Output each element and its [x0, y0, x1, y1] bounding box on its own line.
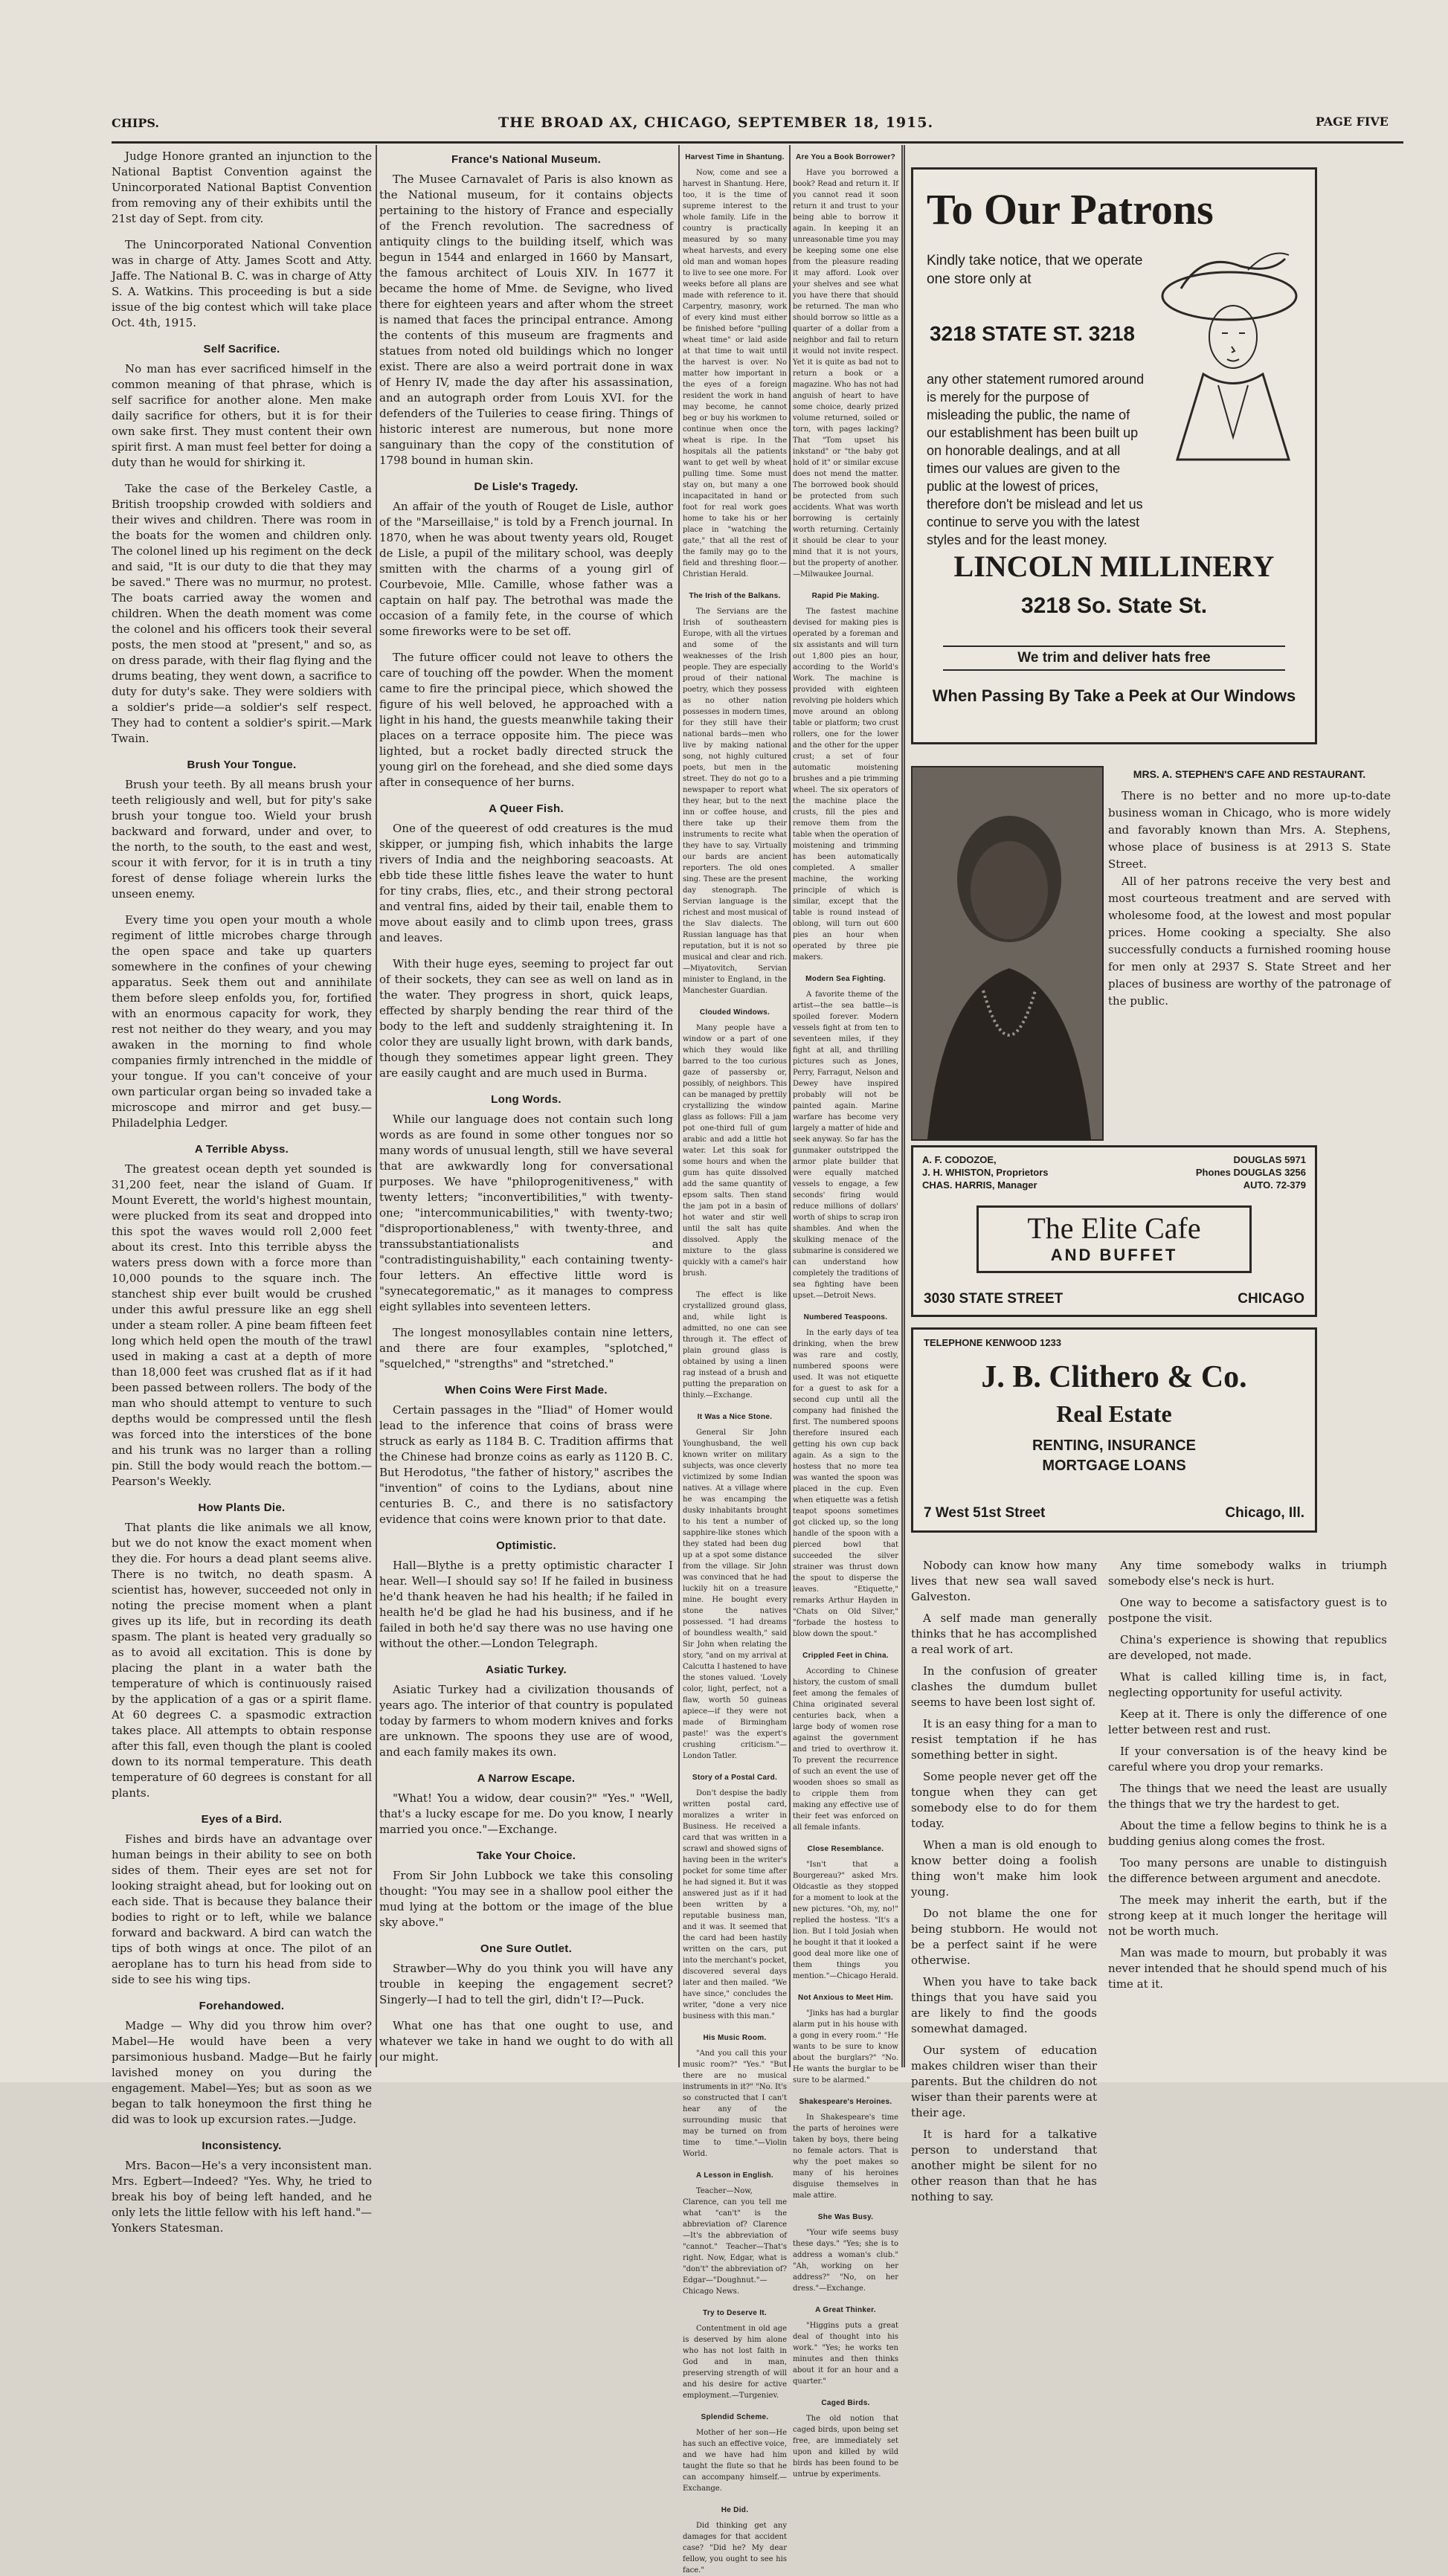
- article: [112, 1500, 372, 1801]
- aphorism: Any time somebody walks in triumph somebody else's neck is hurt.: [1108, 1559, 1387, 1588]
- article-heading: She Was Busy.: [817, 2213, 874, 2221]
- article-paragraph: Don't despise the badly written postal card, moralizes a writer in Business. He received a card that was written in a scrawl and showed signs of having been in the writer's pocket for some time after he had signed it. But it was answered just as if it had been written by a reputable business man, and it was. It seemed that the card had been hastily written on the cars, put into the merchant's pocket, discovered several days later and then mailed. "We have since," concludes the writer, "done a very nice business with this man.": [683, 1789, 787, 2020]
- article-paragraph: Strawber—Why do you think you will have any trouble in keeping the engagement secret? Singerly—I had to tell the girl, didn't I?—Puck.: [379, 1962, 673, 2006]
- article-paragraph: The future officer could not leave to others the care of touching off the powder. When the moment came to fire the principal piece, which showed the figure of his well beloved, he approached with a light in his hand, the guests meanwhile taking their places on a terrace opposite him. The piece was lighted, but a rocket badly directed struck the young girl on the forehead, and she died some days after in consequence of her burns.: [379, 651, 673, 789]
- article-heading: He Did.: [721, 2506, 749, 2514]
- article-heading: A Terrible Abyss.: [194, 1143, 289, 1156]
- article: [112, 912, 372, 1131]
- article: [683, 1007, 787, 1279]
- article-paragraph: From Sir John Lubbock we take this consoling thought: "You may see in a shallow pool either the mud lying at the bottom or the image of the blue sky above.": [379, 1869, 673, 1929]
- article-paragraph: Contentment in old age is deserved by him alone who has not lost faith in God and in man, preserving strength of will and his desire for active employment.—Turgeniev.: [683, 2325, 787, 2400]
- article: [112, 237, 372, 331]
- aphorism: In the confusion of greater clashes the dumdum bullet seems to have been lost sight of.: [911, 1664, 1097, 1709]
- telephone: TELEPHONE KENWOOD 1233: [924, 1337, 1061, 1348]
- article-heading: France's National Museum.: [451, 153, 602, 166]
- aphorism: When a man is old enough to know better doing a foolish thing won't make him look young.: [911, 1838, 1097, 1899]
- phones: [1196, 1153, 1306, 1191]
- column-4: [793, 149, 898, 2479]
- aphorism: Some people never get off the tongue when they can get somebody else to do for them today.: [911, 1770, 1097, 1830]
- mortgage-loans: MORTGAGE LOANS: [1042, 1458, 1186, 1474]
- ad-passing-note: When Passing By Take a Peek at Our Windows: [932, 686, 1296, 705]
- article-heading: A Queer Fish.: [489, 802, 564, 815]
- aphorism: The meek may inherit the earth, but if the strong keep at it much longer the heritage will not be worth much.: [1108, 1893, 1387, 1938]
- article: [793, 2305, 898, 2387]
- article: [793, 1312, 898, 1640]
- article: [379, 1092, 673, 1315]
- article: [379, 479, 673, 640]
- article-heading: One Sure Outlet.: [480, 1942, 573, 1955]
- article-paragraph: In the early days of tea drinking, when the brew was rare and costly, numbered spoons were used. It was not etiquette for a guest to ask for a second cup until all the company had finished the first. The numbered spoons therefore insured each getting his own cup back again. As a sign to the hostess that no more tea was wanted the spoon was placed in the cup. Even when etiquette was a fetish teapot spoons sometimes got clicked up, so the long handle of the spoon with a pierced bowl that succeeded the silver strainer was thrust down the spout to disperse the leaves. "Etiquette," remarks Arthur Hayden in "Chats on Old Silver," "forbade the hostess to blow down the spout.": [793, 1329, 898, 1638]
- article-paragraph: In Shakespeare's time the parts of heroines were taken by boys, there being no female actors. That is why the poet makes so many of his heroines disguise themselves in male attire.: [793, 2113, 898, 2200]
- article-paragraph: No man has ever sacrificed himself in the common meaning of that phrase, which is self sacrifice for another alone. Men make daily sacrifice for others, but it is for their own sake first. They must content their own spirit first. A man must feel better for doing a duty than he would for shirking it.: [112, 362, 372, 469]
- article-heading: A Lesson in English.: [696, 2171, 773, 2180]
- article: [793, 2212, 898, 2294]
- chips-heading: CHIPS.: [112, 116, 159, 130]
- aphorism: It is an easy thing for a man to resist temptation if he has something better in sight.: [911, 1717, 1097, 1762]
- aphorism: Do not blame the one for being stubborn. He would not be a perfect saint if he were otherwise.: [911, 1907, 1097, 1967]
- article-paragraph: Mother of her son—He has such an effective voice, and we have had him taught the flute so that he can accompany himself.—Exchange.: [683, 2429, 787, 2493]
- ad-body: any other statement rumored around is merely for the purpose of misleading the public, the name of our establishment has been built up on honorable dealings, and at all times our values are given to the public at the lowest of prices, therefore don't be mislead and let us continue to serve you with the latest styles and for the least money.: [927, 372, 1145, 547]
- article: [112, 341, 372, 471]
- article-heading: Close Resemblance.: [807, 1845, 884, 1853]
- article-heading: Rapid Pie Making.: [811, 592, 880, 600]
- article-heading: The Irish of the Balkans.: [689, 592, 781, 600]
- article: [112, 1142, 372, 1490]
- article-paragraph: According to Chinese history, the custom of small feet among the females of China originated several centuries back, when a large body of women rose against the government and tried to overthrow it. To prevent the recurrence of such an event the use of wooden shoes so small as to cripple them from making any effective use of their feet was enforced on all female infants.: [793, 1667, 898, 1832]
- article-heading: A Narrow Escape.: [477, 1772, 576, 1785]
- article-paragraph: "What! You a widow, dear cousin?" "Yes." "Well, that's a lucky escape for me. Do you know, I nearly married you once."—Exchange.: [379, 1791, 673, 1836]
- ad-brand: LINCOLN MILLINERY: [953, 550, 1275, 583]
- article: [112, 149, 372, 227]
- article-paragraph: The greatest ocean depth yet sounded is 31,200 feet, near the island of Guam. If Mount Everett, the world's highest mountain, were plucked from its seat and dropped into this spot the waves would roll 2,000 feet about its crest. Into this terrible abyss the waters press down with a force more than 10,000 pounds to the square inch. The stanchest ship ever built would be crushed under this awful pressure like an egg shell under a steam roller. A pine beam fifteen feet long which held open the mouth of the trawl used in making a cast at a depth of more than 18,000 feet was crushed flat as if it had been passed between rollers. The body of the man who should attempt to venture to such depths would be compressed until the flesh was forced into the interstices of the bone and his trunk was no larger than a rolling pin. Still the body would reach the bottom.—Pearson's Weekly.: [112, 1162, 372, 1488]
- page-number: PAGE FIVE: [1315, 115, 1389, 129]
- article-paragraph: Now, come and see a harvest in Shantung. Here, too, it is the time of supreme interest to the whole family. Life in the country is practically measured by so many wheat harvests, and every old man and woman hopes to live to see one more. For weeks before all plans are made with reference to it. Carpentry, masonry, work of every kind must either be finished before "pulling wheat time" or laid aside at that time to wait until the harvest is over. No matter how important in the eyes of a foreign resident the work in hand may become, he cannot beg or buy his workmen to continue when once the wheat is ripe. In the hospitals all the patients want to get well by wheat pulling time. Some must stay on, but many a one incapacitated in hand or foot for real work goes home to take his or her place in "watching the gate," that all the rest of the family may go to the field and threshing floor.—Christian Herald.: [683, 169, 787, 579]
- article-paragraph: Take the case of the Berkeley Castle, a British troopship crowded with soldiers and their wives and children. There was room in the boats for the women and children only. The colonel lined up his regiment on the deck and said, "It is our duty to die that they may be saved." There was no murmur, no protest. The boats carried away the women and children. When the death moment was come the colonel and his officers took their several posts, the men stood at "present," and so, as on dress parade, with their flag flying and the drums beating, they went down, a sacrifice to duty for duty's sake. They were soldiers with a soldier's pride—a soldier's self respect. They had to content a soldier's spirit.—Mark Twain.: [112, 482, 372, 745]
- article: [379, 956, 673, 1081]
- ad-address: 3218 STATE ST. 3218: [930, 322, 1135, 345]
- article-paragraph: With their huge eyes, seeming to project far out of their sockets, they can see as well on land as in the water. They progress in short, quick leaps, effected by sharply bending the rear third of the body to the left and suddenly straightening it. In color they are usually light brown, with dark bands, though they sometimes appear light green. They are easily caught and are much used in Burma.: [379, 957, 673, 1080]
- article-heading: Not Anxious to Meet Him.: [798, 1994, 893, 2002]
- article-paragraph: "Jinks has had a burglar alarm put in his house with a gong in every room." "He wants to be sure to know about the burglars?" "No. He wants the burglar to be sure to be alarmed.": [793, 2009, 898, 2084]
- column-rule: [901, 145, 903, 2067]
- ad-brand-address: 3218 So. State St.: [1020, 593, 1208, 618]
- article-paragraph: Brush your teeth. By all means brush your teeth religiously and well, but for pity's sake brush your tongue too. Wield your brush backward and forward, under and over, to the north, to the south, to the east and west, scour it with fervor, for it is in truth a tiny forest of dense foliage wherein lurks the unseen enemy.: [112, 778, 372, 901]
- article-heading: Harvest Time in Shantung.: [685, 153, 785, 161]
- article-paragraph: Asiatic Turkey had a civilization thousands of years ago. The interior of that country is populated today by farmers to whom modern knives and forks are unknown. The spoons they use are of wood, and each family makes its own.: [379, 1683, 673, 1759]
- article-paragraph: The Unincorporated National Convention was in charge of Atty. James Scott and Atty. Jaffe. The National B. C. was in charge of Atty S. A. Watkins. This proceeding is but a side issue of the big contest which will take place Oct. 4th, 1915.: [112, 238, 372, 329]
- article-paragraph: Fishes and birds have an advantage over human beings in their ability to see on both sides of them. Their eyes are set not for looking straight ahead, but for looking out on each side. That is because they balance their bodies to right or to left, while we balance forward and backward. A bird can watch the tips of both wings at once. The pilot of an aeroplane has to turn his head from side to side to see his wing tips.: [112, 1832, 372, 1986]
- article-paragraph: There is no better and no more up-to-date business woman in Chicago, who is more widely and favorably known than Mrs. A. Stephens, whose place of business is at 2913 S. State Street.: [1108, 789, 1391, 871]
- article-paragraph: General Sir John Younghusband, the well known writer on military subjects, was once cleverly victimized by some Indian natives. At a village where he was encamping the dusky inhabitants brought to his tent a number of sapphire-like stones which they stated had been dug up at a spot some distance from the village. Sir John was convinced that he had luckily hit on a treasure mine. He bought every stone the natives possessed. "I had dreams of boundless wealth," said Sir John when relating the story, "and on my arrival at Calcutta I hastened to have the stones valued. 'Lovely color, light, perfect, not a flaw, worth 50 guineas apiece—if they were not made of Birmingham paste!' was the expert's crushing criticism."—London Tatler.: [683, 1429, 787, 1760]
- cafe-buffet: AND BUFFET: [1050, 1246, 1178, 1264]
- article: [683, 2032, 787, 2160]
- ad-title: To Our Patrons: [927, 185, 1214, 234]
- clithero-real-estate-ad: [911, 1327, 1317, 1533]
- column-1: [112, 149, 372, 2235]
- article-heading: Clouded Windows.: [699, 1008, 770, 1017]
- article-paragraph: The Servians are the Irish of southeastern Europe, with all the virtues and some of the weaknesses of the Irish people. They are especially proud of their national poetry, which they possess as no other nation possesses in modern times, for they still have their national bards—men who live by making national song, not highly cultured poets, but men in the street. They do not go to a newspaper to report what they hear, but to the next inn or coffee house, and there take up their instruments to recite what they have to say. Virtually our bards are ancient reporters. The old ones sing. These are the present day stenograph. The Servian language is the richest and most musical of the Slav dialects. The Russian language has that reputation, but it is not so musical and clear and rich.—Miyatovitch, Servian minister to England, in the Manchester Guardian.: [683, 608, 787, 995]
- article-heading: Eyes of a Bird.: [201, 1813, 283, 1826]
- aphorism: When you have to take back things that you have said you are likely to find the goods somewhat damaged.: [911, 1975, 1097, 2035]
- article: [112, 481, 372, 747]
- article-heading: Splendid Scheme.: [701, 2413, 769, 2421]
- article: [379, 1848, 673, 1931]
- article: [793, 1650, 898, 1833]
- proprietor-line: J. H. WHISTON, Proprietors: [922, 1167, 1049, 1178]
- aphorism: It is hard for a talkative person to understand that another might be silent for no other reason than that he has nothing to say.: [911, 2128, 1097, 2203]
- article: [793, 2096, 898, 2201]
- column-rule: [789, 145, 791, 2067]
- article-paragraph: That plants die like animals we all know, but we do not know the exact moment when they die. For hours a dead plant seems alive. There is no twitch, no death spasm. A scientist has, however, succeeded not only in noting the precise moment when a plant gives up its life, but in recording its death spasm. The plant is heated very gradually so as to avoid all excitation. This is done by placing the plant in a water bath the temperature of which is continuously raised by the application of a gas or a spirit flame. At 60 degrees C. a spasmodic extraction takes place. All attempts to obtain response after this fall, even though the plant is cooled down to its normal temperature. This death temperature of 60 degrees is constant for all plants.: [112, 1521, 372, 1800]
- article: [112, 1812, 372, 1988]
- aphorism: China's experience is showing that republics are developed, not made.: [1108, 1633, 1387, 1662]
- article-heading: Optimistic.: [496, 1539, 556, 1552]
- article-heading: Self Sacrifice.: [203, 343, 280, 355]
- article-paragraph: "And you call this your music room?" "Yes." "But there are no musical instruments in it?" "No. It's so constructed that I can't hear any of the surrounding music that may be turned on from time to time."—Violin World.: [683, 2049, 787, 2158]
- article-paragraph: Judge Honore granted an injunction to the National Baptist Convention against the Unincorporated National Baptist Convention from removing any of their exhibits until the 21st day of Sept. from city.: [112, 149, 372, 225]
- article: [379, 1325, 673, 1372]
- article-heading: Numbered Teaspoons.: [803, 1313, 888, 1321]
- article-paragraph: Many people have a window or a part of one which they would like barred to the too curious gaze of passersby or, possibly, of neighbors. This can be managed by prettily crystallizing the window glass as follows: Fill a jam pot one-third full of gum arabic and add a little hot water. Let this soak for some hours and when the gum has quite dissolved add the same quantity of epsom salts. Then stand the jam pot in a basin of hot water and stir well until the salt has quite dissolved. Apply the mixture to the glass quickly with a camel's hair brush.: [683, 1024, 787, 1278]
- proprietor-line: A. F. CODOZOE,: [922, 1154, 997, 1165]
- article: [683, 1289, 787, 1401]
- article-paragraph: "Higgins puts a great deal of thought into his work." "Yes; he works ten minutes and then thinks about it for an hour and a quarter.": [793, 2322, 898, 2386]
- article-heading: MRS. A. STEPHEN'S CAFE AND RESTAURANT.: [1133, 768, 1366, 780]
- aphorism: About the time a fellow begins to think he is a budding genius along comes the frost.: [1108, 1819, 1387, 1848]
- article-paragraph: The longest monosyllables contain nine letters, and there are four examples, "splotched," "squelched," "strengths" and "stretched.": [379, 1326, 673, 1371]
- aphorism: Nobody can know how many lives that new sea wall saved Galveston.: [911, 1559, 1097, 1603]
- aphorism: A self made man generally thinks that he has accomplished a real work of art.: [911, 1611, 1097, 1656]
- article: [683, 1772, 787, 2022]
- article: [683, 2505, 787, 2576]
- article-heading: Try to Deserve It.: [703, 2309, 767, 2317]
- newspaper-title-date: THE BROAD AX, CHICAGO, SEPTEMBER 18, 1915.: [498, 115, 934, 131]
- article-heading: Inconsistency.: [202, 2139, 282, 2152]
- article-paragraph: Hall—Blythe is a pretty optimistic character I hear. Well—I should say so! If he failed in business he'd thank heaven he had his health; if he failed in health he'd be glad he had his business, and if he failed in both he'd say there was no use having one without the other.—London Telegraph.: [379, 1559, 673, 1650]
- article-paragraph: Mrs. Bacon—He's a very inconsistent man. Mrs. Egbert—Indeed? "Yes. Why, he tried to break his boy of being left handed, and he only lets the little fellow with his left hand."—Yonkers Statesman.: [112, 2159, 372, 2235]
- aphorism: What is called killing time is, in fact, neglecting opportunity for useful activity.: [1108, 1670, 1387, 1699]
- article-paragraph: The fastest machine devised for making pies is operated by a foreman and six assistants and will turn out 1,800 pies an hour, according to the World's Work. The machine is provided with eighteen revolving pie holders which move around an oblong table or platform; two crust rollers, one for the lower and the other for the upper crust; a set of four automatic moistening brushes and a pie trimming wheel. The six operators of the machine place the crusts, fill the pies and remove them from the table when the operation of moistening and trimming has been automatically completed. A smaller machine, the working principle of which is similar, except that the table is round instead of oblong, will turn out 600 pies an hour when operated by three pie makers.: [793, 608, 898, 962]
- manager-line: CHAS. HARRIS, Manager: [922, 1179, 1037, 1191]
- article-heading: Crippled Feet in China.: [802, 1652, 889, 1660]
- article: [683, 590, 787, 996]
- article-heading: Brush Your Tongue.: [187, 759, 297, 771]
- article-paragraph: Madge — Why did you throw him over? Mabel—He would have been a very parsimonious husband. Madge—But he fairly lavished money on you during the engagement. Mabel—Yes; but as soon as we began to talk honeymoon the first thing he did was to look up excursion rates.—Judge.: [112, 2019, 372, 2126]
- article-paragraph: What one has that one ought to use, and whatever we take in hand we ought to do with all our might.: [379, 2019, 673, 2064]
- aphorism: The things that we need the least are usually the things that we try the hardest to get.: [1108, 1782, 1387, 1811]
- column-2: [379, 149, 673, 2064]
- article: [112, 757, 372, 902]
- article-heading: His Music Room.: [703, 2034, 767, 2042]
- phone-line: AUTO. 72-379: [1243, 1179, 1306, 1191]
- portrait-photo: [911, 766, 1104, 1141]
- article: [793, 590, 898, 963]
- article-heading: Take Your Choice.: [476, 1849, 576, 1862]
- article-heading: Are You a Book Borrower?: [795, 153, 896, 161]
- article-heading: How Plants Die.: [198, 1501, 286, 1514]
- masthead: [112, 112, 1403, 144]
- aphorism: If your conversation is of the heavy kind be careful where you drop your remarks.: [1108, 1745, 1387, 1774]
- article: [683, 2170, 787, 2297]
- article-paragraph: Did thinking get any damages for that accident case? "Did he? My dear fellow, you ought to see his face.": [683, 2522, 787, 2575]
- article-heading: Modern Sea Fighting.: [805, 975, 886, 983]
- real-estate-label: Real Estate: [1056, 1400, 1172, 1427]
- article-paragraph: The Musee Carnavalet of Paris is also known as the National museum, for it contains objects pertaining to the history of France and especially of the French revolution. The sacredness of antiquity clings to the building itself, which was begun in 1544 and enlarged in 1660 by Mansart, the famous architect of Louis XIV. In 1677 it became the home of Mme. de Sevigne, who lived there for eighteen years and after whom the street is named that faces the principal entrance. Among the contents of this museum are fragments and statues from noted old buildings which no longer exist. There are also a weird portrait done in wax of Henry IV, made the day after his assassination, and an autograph order from Louis XVI. for the defenders of the Tuileries to cease firing. Things of historic interest are numerous, but none more sanguinary than the copy of the constitution of 1798 bound in human skin.: [379, 173, 673, 467]
- elite-cafe-ad: [911, 1145, 1317, 1317]
- renting-insurance: RENTING, INSURANCE: [1032, 1437, 1196, 1454]
- cafe-name-box: [976, 1205, 1252, 1273]
- company-name: J. B. Clithero & Co.: [981, 1360, 1247, 1394]
- company-city: Chicago, Ill.: [1225, 1505, 1304, 1521]
- article-heading: Long Words.: [491, 1093, 561, 1106]
- cafe-name: The Elite Cafe: [1027, 1211, 1201, 1245]
- article: [112, 2138, 372, 2236]
- article: [793, 1992, 898, 2086]
- article: [683, 1411, 787, 1762]
- article-paragraph: All of her patrons receive the very best and most courteous treatment and are served with wholesome food, at the lowest and most popular prices. Home cooking a specialty. She also successfully conducts a furnished rooming house for men only at 2937 S. State Street and her places of business are worthy of the patronage of the public.: [1108, 875, 1391, 1008]
- article: [379, 650, 673, 790]
- ad-trim-note: We trim and deliver hats free: [943, 645, 1285, 671]
- article-heading: Story of a Postal Card.: [692, 1774, 778, 1782]
- column-rule: [904, 145, 905, 2067]
- phone-line: DOUGLAS 5971: [1233, 1154, 1306, 1165]
- article-heading: Asiatic Turkey.: [486, 1664, 567, 1676]
- phone-line: Phones DOUGLAS 3256: [1195, 1167, 1306, 1178]
- article: [793, 152, 898, 580]
- article: [793, 1844, 898, 1982]
- article-heading: When Coins Were First Made.: [445, 1384, 608, 1397]
- article-paragraph: "Isn't that a Bourgereau?" asked Mrs. Oldcastle as they stopped for a moment to look at the new pictures. "Oh, my, no!" replied the hostess. "It's a lion. But I told Josiah when he bought it that it looked a good deal more like one of them things you mention."—Chicago Herald.: [793, 1861, 898, 1980]
- cafe-street: 3030 STATE STREET: [924, 1291, 1064, 1307]
- aphorism: Keep at it. There is only the difference of one letter between rest and rust.: [1108, 1707, 1387, 1736]
- article-paragraph: The effect is like crystallized ground glass, and, while light is admitted, no one can see through it. The effect of plain ground glass is obtained by using a linen rag instead of a brush and putting the preparation on thinly.—Exchange.: [683, 1291, 787, 1400]
- cafe-city: CHICAGO: [1238, 1291, 1304, 1307]
- article-paragraph: One of the queerest of odd creatures is the mud skipper, or jumping fish, which inhabits the large rivers of India and the neighboring seacoasts. At ebb tide these little fishes leave the water to hunt for tiny crabs, flies, etc., and their strong pectoral and ventral fins, aided by their tail, enable them to move about easily and to climb upon trees, grass and leaves.: [379, 822, 673, 944]
- article: [683, 152, 787, 580]
- article-heading: De Lisle's Tragedy.: [474, 480, 579, 493]
- aphorisms-right: [1108, 1558, 1387, 1998]
- article-paragraph: Every time you open your mouth a whole regiment of little microbes charge through the open space and take up quarters somewhere in the confines of your chewing apparatus. Seek them out and annihilate them before sleep enfolds you, for, fortified with an enormous capacity for work, they rest not neither do they weary, and you may awaken in the morning to find whole companies firmly intrenched in the middle of your tongue. If you can't conceive of your own particular organ being so invaded take a microscope and mirror and get busy.—Philadelphia Ledger.: [112, 913, 372, 1130]
- aphorism: Our system of education makes children wiser than their parents. But the children do not wiser than their parents were at their age.: [911, 2044, 1097, 2119]
- article: [379, 1771, 673, 1838]
- column-rule: [678, 145, 680, 2067]
- article: [379, 2018, 673, 2065]
- article-heading: Caged Birds.: [821, 2399, 870, 2407]
- article-paragraph: Have you borrowed a book? Read and return it. If you cannot read it soon return it and trust to your being able to borrow it again. In keeping it an unreasonable time you may be keeping some one else from the pleasure reading it may afford. Look over your shelves and see what you have there that should be returned. The man who should borrow so little as a quarter of a dollar from a neighbor and fail to return it would not invite respect. Yet it is quite as bad not to return a book or a magazine. Who has not had anguish of heart to have some choice, dearly prized volume returned, soiled or torn, with pages lacking? That "Tom upset his inkstand" or "the baby got hold of it" or similar excuse does not mend the matter. The borrowed book should be protected from such accidents. What was worth borrowing is certainly worth returning. Certainly it should be clear to your mind that it is not yours, but the property of another.—Milwaukee Journal.: [793, 169, 898, 579]
- aphorisms-left: [911, 1558, 1097, 2211]
- column-3: [683, 149, 787, 2575]
- article-paragraph: "Your wife seems busy these days." "Yes; she is to address a woman's club." "Ah, working on her address?" "No, on her dress."—Exchange.: [793, 2229, 898, 2293]
- article: [112, 1998, 372, 2128]
- article-paragraph: The old notion that caged birds, upon being set free, are immediately set upon and killed by wild birds has been found to be untrue by experiments.: [793, 2415, 898, 2479]
- aphorism: Man was made to mourn, but probably it was never intended that he should spend much of his time at it.: [1108, 1946, 1387, 1991]
- article-heading: It Was a Nice Stone.: [697, 1413, 773, 1421]
- article: [683, 2308, 787, 2401]
- article-heading: Shakespeare's Heroines.: [799, 2098, 892, 2106]
- stephens-cafe-article: [1108, 766, 1391, 1010]
- article-heading: Forehandowed.: [199, 2000, 285, 2012]
- aphorism: Too many persons are unable to distinguish the difference between argument and anecdote.: [1108, 1856, 1387, 1885]
- column-rule: [376, 145, 377, 2067]
- article-paragraph: A favorite theme of the artist—the sea battle—is spoiled forever. Modern vessels fight at from ten to seventeen miles, if they fight at all, and thrilling pictures such as Jones, Perry, Farragut, Nelson and Dewey have inspired probably will not be painted again. Marine warfare has become very largely a matter of hide and seek anyway. So far has the gunmaker outstripped the armor plate builder that were equally matched vessels to engage, a few seconds' firing would reduce millions of dollars' worth of ships to scrap iron shambles. And when the skulking menace of the submarine is considered we can understand how completely the traditions of sea fighting have been upset.—Detroit News.: [793, 991, 898, 1300]
- article: [793, 2398, 898, 2480]
- article: [793, 973, 898, 1301]
- lady-in-hat-illustration: [1159, 244, 1300, 467]
- article-paragraph: Teacher—Now, Clarence, can you tell me what "can't" is the abbreviation of? Clarence—It's the abbreviation of "cannot." Teacher—That's right. Now, Edgar, what is "don't" the abbreviation of? Edgar—"Doughnut."—Chicago News.: [683, 2187, 787, 2296]
- article-paragraph: An affair of the youth of Rouget de Lisle, author of the "Marseillaise," is told by a French journal. In 1870, when he was about twenty years old, Rouget de Lisle, a pupil of the military school, was deeply smitten with the charms of a young girl of Courbevoie, Mlle. Camille, whose father was a captain on half pay. The betrothal was made the occasion of a family fete, in the course of which some fireworks were to be set off.: [379, 500, 673, 638]
- lincoln-millinery-ad: [911, 167, 1317, 744]
- article: [379, 801, 673, 946]
- article-paragraph: While our language does not contain such long words as are found in some other tongues nor so many words of unusual length, still we have several that are awkwardly long for conversational purposes. We have "philoprogenitiveness," with twenty letters; "inconvertibilities," with twenty-one; "intercommunicabilities," with twenty-two; "disproportionableness," with twenty-three, and transsubstantiationalists and "contradistinguishability," each containing twenty-four letters. An effective little word is "synecategorematic," as it manages to compress eight syllables into seventeen letters.: [379, 1112, 673, 1313]
- company-street: 7 West 51st Street: [924, 1505, 1046, 1521]
- aphorism: One way to become a satisfactory guest is to postpone the visit.: [1108, 1596, 1387, 1625]
- article: [379, 152, 673, 468]
- article: [379, 1941, 673, 2008]
- article-heading: A Great Thinker.: [815, 2306, 876, 2314]
- article-paragraph: Certain passages in the "Iliad" of Homer would lead to the inference that coins of brass were struck as early as 1184 B. C. Tradition affirms that the Chinese had bronze coins as early as 1120 B. C. But Herodotus, "the father of history," ascribes the "invention" of coins to the Lydians, about nine centuries B. C., and there is no satisfactory evidence that coins were known prior to that date.: [379, 1403, 673, 1526]
- article: [683, 2412, 787, 2494]
- article: [379, 1662, 673, 1760]
- ad-notice: Kindly take notice, that we operate one store only at: [927, 253, 1143, 287]
- proprietors: [922, 1153, 1049, 1191]
- article: [379, 1538, 673, 1652]
- article: [379, 1382, 673, 1527]
